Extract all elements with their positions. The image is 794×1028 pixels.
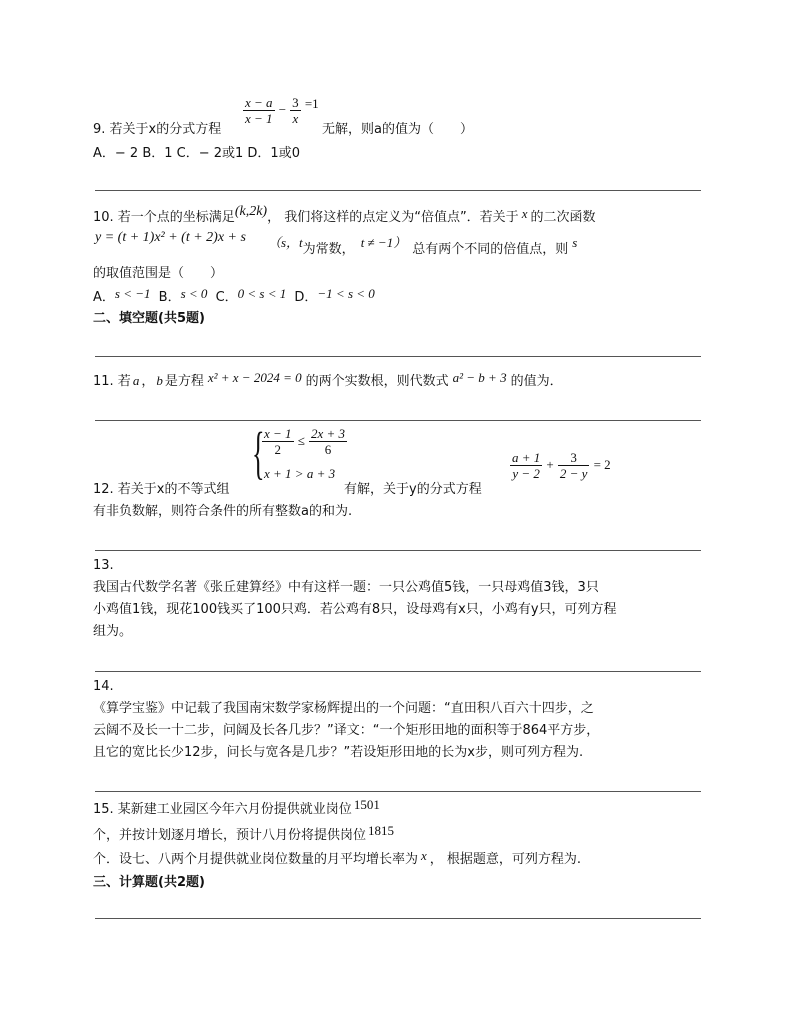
q13-block (93, 555, 617, 643)
q14-number: 14. (93, 679, 114, 694)
q10-function: y = (t + 1)x² + (t + 2)x + s (95, 230, 246, 245)
q9-suffix: 无解，则a的值为（ ） (322, 122, 473, 137)
q9-options: A．− 2 B．1 C．− 2或1 D．1或0 (93, 146, 300, 161)
q11-line: 11. 若 a ， b 是方程 x² + x − 2024 = 0 的两个实数根，则代数式 a² − b + 3 的值为． (93, 370, 563, 389)
q12-ineq-2: x + 1 > a + 3 (264, 466, 336, 481)
q14-block (93, 676, 599, 764)
q10-condition: （s，t为常数， t ≠ −1） 总有两个不同的倍值点，则 s (268, 235, 578, 257)
divider (95, 190, 701, 191)
section-2-heading: 二、填空题(共5题) (93, 311, 205, 326)
q12-ineq-1: $\frac{x - 1}{2}$ ≤ $\frac{2x + 3}{6}$ (264, 426, 346, 457)
q9-fraction-2: $\frac{3}{x}$ (292, 95, 299, 126)
q15-line1: 15. 某新建工业园区今年六月份提供就业岗位 1501 (93, 797, 380, 817)
q10-line1: 10. 若一个点的坐标满足(k,2k)， 我们将这样的点定义为“倍值点”．若关于 x 的二次函数 (93, 204, 596, 225)
q15-line3: 个．设七、八两个月提供就业岗位数量的月平均增长率为 x ， 根据题意，可列方程为. (93, 848, 582, 867)
q10-line3: 的取值范围是（ ） (93, 266, 224, 281)
q10-options: A．s < −1 B．s < 0 C．0 < s < 1 D．−1 < s < 0 (93, 286, 375, 305)
section-3-heading: 三、计算题(共2题) (93, 875, 205, 890)
divider (95, 671, 701, 672)
q13-line2: 小鸡值1钱，现花100钱买了100只鸡．若公鸡有8只，设母鸡有x只，小鸡有y只，可列方程 (93, 602, 617, 617)
q13-line1: 我国古代数学名著《张丘建算经》中有这样一题：一只公鸡值5钱，一只母鸡值3钱，3只 (93, 580, 599, 595)
q13-line3: 组为。 (93, 624, 133, 639)
divider (95, 918, 701, 919)
q14-line1: 《算学宝鉴》中记载了我国南宋数学家杨辉提出的一个问题：“直田积八百六十四步，之 (93, 701, 594, 716)
q12-brace: { (252, 420, 265, 485)
q14-line3: 且它的宽比长少12步，问长与宽各是几步？”若设矩形田地的长为x步，则可列方程为. (93, 745, 584, 760)
q9-equation: $\frac{x - a}{x - 1}$ − $\frac{3}{x}$ =1 (245, 95, 319, 126)
q14-line2: 云阔不及长一十二步，问阔及长各几步？”译文：“一个矩形田地的面积等于864平方步， (93, 723, 600, 738)
divider (95, 356, 701, 357)
divider (95, 420, 701, 421)
q12-prefix: 12. 若关于x的不等式组 (93, 482, 230, 497)
divider (95, 550, 701, 551)
q15-line2: 个，并按计划逐月增长，预计八月份将提供岗位 1815 (93, 823, 395, 843)
divider (95, 791, 701, 792)
q9-fraction-1: $\frac{x - a}{x - 1}$ (245, 95, 273, 126)
q9-prefix: 9. 若关于x的分式方程 (93, 122, 222, 137)
q12-line2: 有非负数解，则符合条件的所有整数a的和为. (93, 504, 353, 519)
q12-mid: 有解，关于y的分式方程 (344, 482, 482, 497)
q13-number: 13. (93, 558, 114, 573)
q12-fraction-equation: $\frac{a + 1}{y - 2}$ + $\frac{3}{2 - y}$ = 2 (512, 450, 611, 481)
